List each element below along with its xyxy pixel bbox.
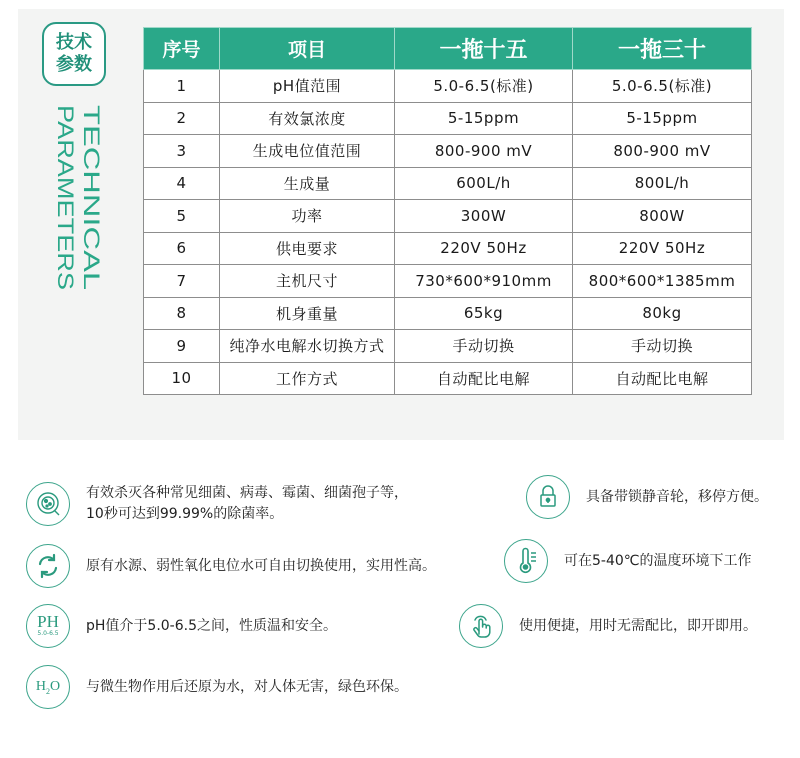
header-no: 序号 bbox=[144, 28, 220, 70]
h2o-icon-sub: 2 bbox=[46, 686, 50, 696]
cell-no: 7 bbox=[144, 265, 220, 298]
feature-sterilization-line1: 有效杀灭各种常见细菌、病毒、霉菌、细菌孢子等， bbox=[86, 485, 408, 501]
feature-ph bbox=[26, 604, 337, 648]
cell-model-30: 5.0-6.5(标准) bbox=[573, 70, 752, 103]
h2o-icon bbox=[26, 665, 70, 709]
header-item: 项目 bbox=[220, 28, 395, 70]
cell-item: 机身重量 bbox=[220, 297, 395, 330]
cell-item: 纯净水电解水切换方式 bbox=[220, 330, 395, 363]
cell-no: 3 bbox=[144, 135, 220, 168]
cell-model-15: 300W bbox=[395, 200, 573, 233]
cell-model-15: 自动配比电解 bbox=[395, 362, 573, 395]
cell-model-30: 800W bbox=[573, 200, 752, 233]
header-model-30: 一拖三十 bbox=[573, 28, 752, 70]
side-title-line1: TECHNICAL bbox=[79, 105, 102, 230]
cell-model-15: 手动切换 bbox=[395, 330, 573, 363]
cell-no: 9 bbox=[144, 330, 220, 363]
ph-icon-main: PH bbox=[37, 612, 59, 631]
side-title-line2: PARAMETERS bbox=[53, 105, 78, 255]
lock-icon bbox=[526, 475, 570, 519]
table-row bbox=[144, 135, 752, 168]
table-row bbox=[144, 102, 752, 135]
feature-sterilization-line2: 10秒可达到99.99%的除菌率。 bbox=[86, 506, 284, 522]
table-header-row bbox=[144, 28, 752, 70]
cell-model-15: 730*600*910mm bbox=[395, 265, 573, 298]
touch-icon bbox=[459, 604, 503, 648]
feature-water-switch-text: 原有水源、弱性氧化电位水可自由切换使用，实用性高。 bbox=[86, 557, 436, 574]
cell-model-30: 自动配比电解 bbox=[573, 362, 752, 395]
cell-model-15: 800-900 mV bbox=[395, 135, 573, 168]
cell-model-15: 5-15ppm bbox=[395, 102, 573, 135]
table-row bbox=[144, 232, 752, 265]
cell-model-15: 220V 50Hz bbox=[395, 232, 573, 265]
header-model-15: 一拖十五 bbox=[395, 28, 573, 70]
feature-temperature bbox=[504, 539, 752, 583]
cell-model-15: 600L/h bbox=[395, 167, 573, 200]
badge-line2: 参数 bbox=[56, 54, 92, 75]
feature-water-switch bbox=[26, 544, 436, 588]
ph-icon-sub: 5.0-6.5 bbox=[37, 630, 59, 637]
cell-item: 供电要求 bbox=[220, 232, 395, 265]
cell-item: 功率 bbox=[220, 200, 395, 233]
tech-params-badge bbox=[42, 22, 106, 86]
cell-model-15: 65kg bbox=[395, 297, 573, 330]
cell-no: 4 bbox=[144, 167, 220, 200]
spec-table bbox=[143, 27, 752, 395]
table-row bbox=[144, 70, 752, 103]
feature-eco-text: 与微生物作用后还原为水，对人体无害，绿色环保。 bbox=[86, 678, 408, 695]
bacteria-icon bbox=[26, 482, 70, 526]
cell-item: 有效氯浓度 bbox=[220, 102, 395, 135]
thermometer-icon bbox=[504, 539, 548, 583]
h2o-icon-o: O bbox=[50, 678, 61, 694]
cell-item: pH值范围 bbox=[220, 70, 395, 103]
feature-sterilization bbox=[26, 482, 408, 526]
table-row bbox=[144, 330, 752, 363]
cell-no: 6 bbox=[144, 232, 220, 265]
badge-line1: 技术 bbox=[56, 32, 92, 53]
cell-model-30: 80kg bbox=[573, 297, 752, 330]
table-row bbox=[144, 362, 752, 395]
feature-lock-wheels bbox=[526, 475, 768, 519]
feature-ph-text: pH值介于5.0-6.5之间，性质温和安全。 bbox=[86, 617, 337, 634]
switch-arrows-icon bbox=[26, 544, 70, 588]
h2o-icon-h: H bbox=[35, 678, 46, 694]
table-row bbox=[144, 167, 752, 200]
cell-model-30: 800L/h bbox=[573, 167, 752, 200]
feature-easy-use bbox=[459, 604, 757, 648]
cell-item: 生成量 bbox=[220, 167, 395, 200]
cell-no: 5 bbox=[144, 200, 220, 233]
ph-icon bbox=[26, 604, 70, 648]
cell-model-30: 220V 50Hz bbox=[573, 232, 752, 265]
cell-model-30: 800*600*1385mm bbox=[573, 265, 752, 298]
cell-model-30: 5-15ppm bbox=[573, 102, 752, 135]
table-row bbox=[144, 265, 752, 298]
cell-item: 主机尺寸 bbox=[220, 265, 395, 298]
cell-model-30: 手动切换 bbox=[573, 330, 752, 363]
cell-no: 1 bbox=[144, 70, 220, 103]
cell-no: 8 bbox=[144, 297, 220, 330]
cell-no: 10 bbox=[144, 362, 220, 395]
feature-lock-wheels-text: 具备带锁静音轮，移停方便。 bbox=[586, 488, 768, 505]
feature-temperature-text: 可在5-40℃的温度环境下工作 bbox=[564, 552, 752, 569]
table-row bbox=[144, 297, 752, 330]
cell-item: 工作方式 bbox=[220, 362, 395, 395]
cell-item: 生成电位值范围 bbox=[220, 135, 395, 168]
table-row bbox=[144, 200, 752, 233]
cell-no: 2 bbox=[144, 102, 220, 135]
cell-model-30: 800-900 mV bbox=[573, 135, 752, 168]
feature-easy-use-text: 使用便捷，用时无需配比，即开即用。 bbox=[519, 617, 757, 634]
cell-model-15: 5.0-6.5(标准) bbox=[395, 70, 573, 103]
side-title bbox=[44, 105, 102, 305]
feature-eco bbox=[26, 665, 408, 709]
